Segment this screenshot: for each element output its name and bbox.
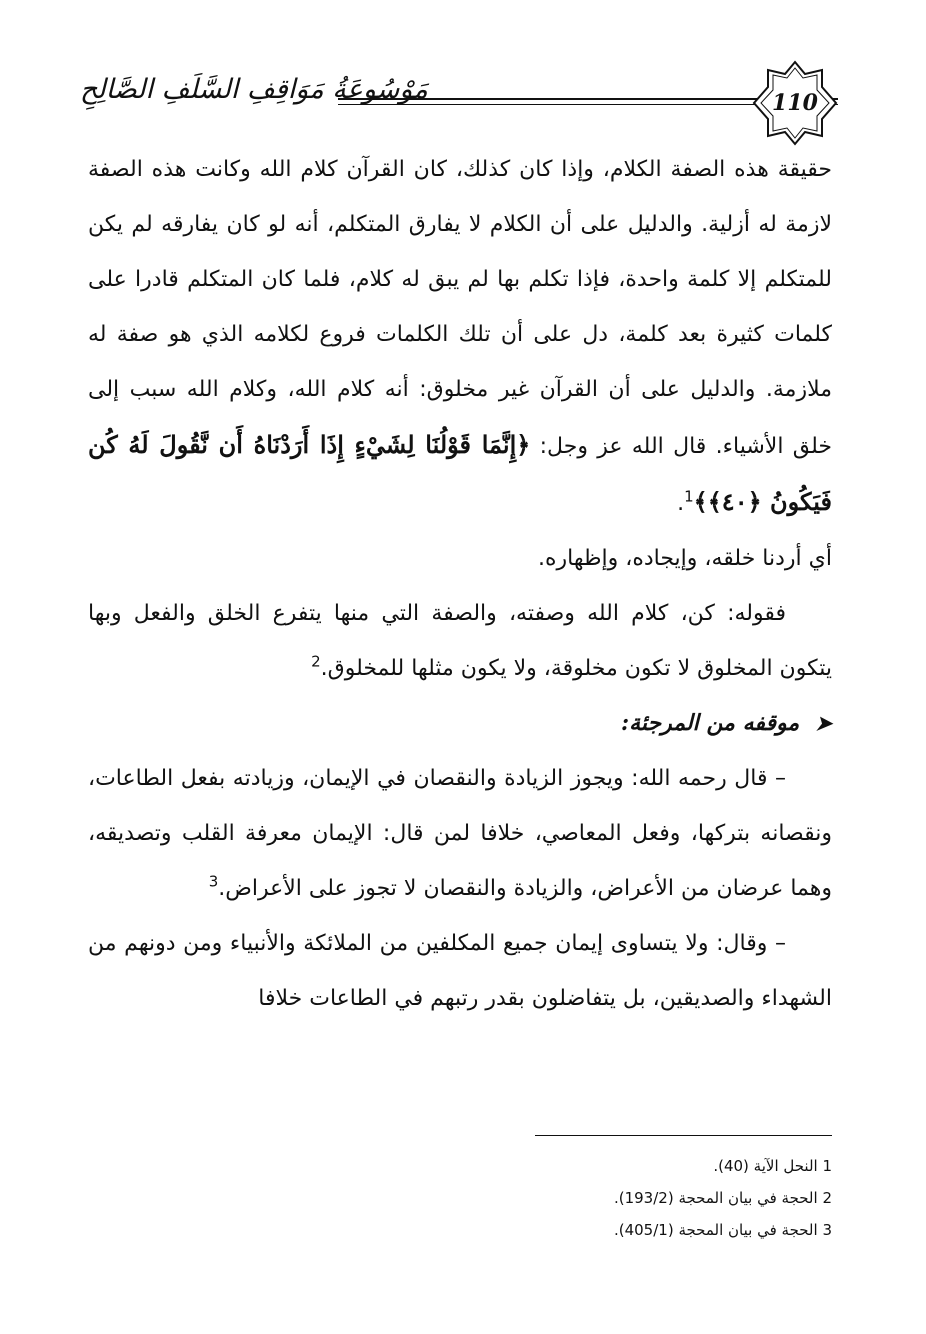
- footnote-3: 3 الحجة في بيان المحجة (405/1).: [613, 1221, 832, 1239]
- page-number: 110: [772, 90, 818, 116]
- arrowhead-icon: ➤: [815, 711, 832, 735]
- paragraph-4: [88, 751, 832, 916]
- paragraph-1-end: .: [677, 491, 685, 516]
- paragraph-3-text: فقوله: كن، كلام الله وصفته، والصفة التي منها يتفرع الخلق والفعل وبها يتكون المخلوق لا تكون مخلوقة، ولا يكون مثلها للمخلوق.: [88, 601, 832, 681]
- paragraph-1: [88, 142, 832, 531]
- footnote-marker-3[interactable]: 3: [208, 872, 219, 891]
- footnote-1: 1 النحل الآية (40).: [713, 1157, 832, 1175]
- footnote-marker-2[interactable]: 2: [311, 652, 321, 671]
- paragraph-3: [88, 586, 832, 696]
- page-header: [80, 60, 840, 150]
- paragraph-4-text: – قال رحمه الله: ويجوز الزيادة والنقصان في الإيمان، وزيادته بفعل الطاعات، ونقصانه بتركها، وفعل المعاصي، خلافا لمن قال: الإيمان معرفة القلب وتصديقه، وهما عرضان من الأعراض، والزيادة والنقصان لا تجوز على الأعراض.: [88, 766, 832, 901]
- footnote-2: 2 الحجة في بيان المحجة (193/2).: [613, 1189, 832, 1207]
- section-heading-text: موقفه من المرجئة:: [620, 710, 800, 736]
- main-text: [88, 142, 832, 1026]
- section-heading: [88, 696, 832, 751]
- paragraph-2: أي أردنا خلقه، وإيجاده، وإظهاره.: [538, 546, 832, 571]
- paragraph-5: – وقال: ولا يتساوى إيمان جميع المكلفين من الملائكة والأنبياء ومن دونهم من الشهداء والصديقين، بل يتفاضلون بقدر رتبهم في الطاعات خلافا: [88, 931, 832, 1011]
- series-title: مَوْسُوعَةُ مَوَاقِفِ السَّلَفِ الصَّالِحِ: [80, 74, 428, 105]
- quran-verse: ﴿إِنَّمَا قَوْلُنَا لِشَيْءٍ إِذَا أَرَدْنَاهُ أَن نَّقُولَ لَهُ كُن فَيَكُونُ ﴿٤٠﴾﴾: [88, 430, 832, 516]
- footnotes: [430, 1150, 832, 1246]
- paragraph-1-text: حقيقة هذه الصفة الكلام، وإذا كان كذلك، كان القرآن كلام الله وكانت هذه الصفة لازمة له أزلية. والدليل على أن الكلام لا يفارق المتكلم، أنه لو كان يفارقه لم يكن للمتكلم إلا كلمة واحدة، فإذا تكلم بها لم يبق له كلام، فلما كان المتكلم قادرا على كلمات كثيرة بعد كلمة، دل على أن تلك الكلمات فروع لكلامه الذي هو صفة له ملازمة. والدليل على أن القرآن غير مخلوق: أنه كلام الله، وكلام الله سبب إلى خلق الأشياء. قال الله عز وجل:: [88, 157, 832, 459]
- footnote-separator: [535, 1135, 832, 1136]
- footnote-marker-1[interactable]: 1: [684, 487, 694, 506]
